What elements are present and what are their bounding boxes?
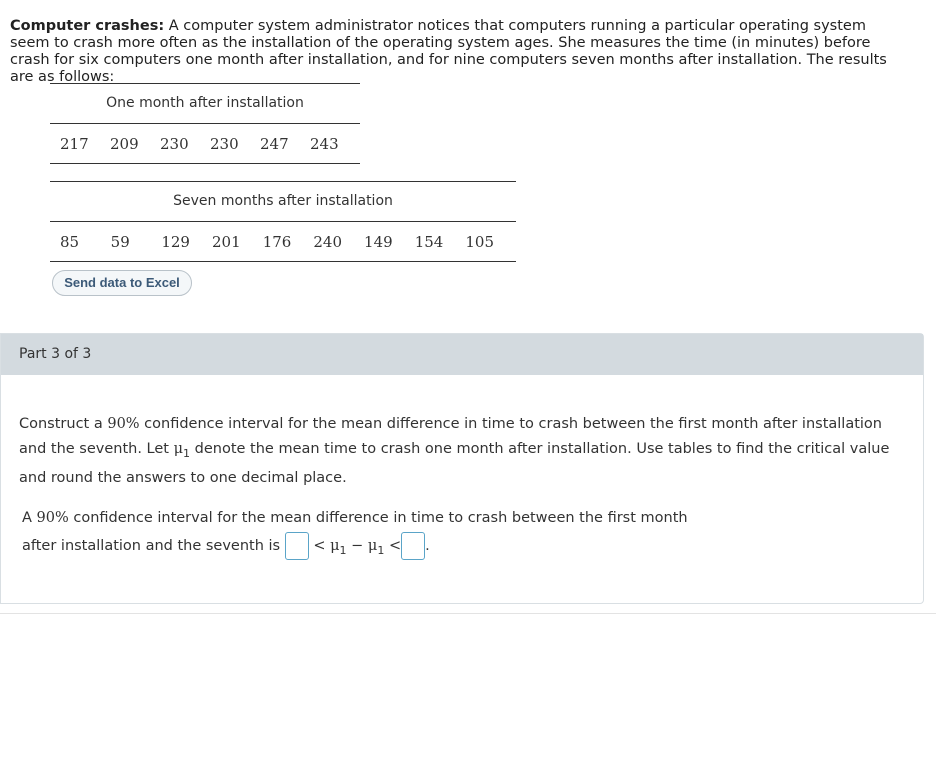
table-cell: 85 bbox=[60, 232, 80, 251]
prompt-text: confidence interval for the mean difference in time to crash between the first month after installation and the seventh. Let bbox=[19, 416, 882, 457]
answer-text: confidence interval for the mean difference in time to crash between the first month bbox=[68, 510, 688, 526]
part-label: Part 3 of 3 bbox=[1, 334, 923, 375]
answer-text: after installation and the seventh is bbox=[22, 538, 281, 554]
table-cell: 201 bbox=[212, 232, 241, 251]
prompt-text: Construct a bbox=[19, 416, 108, 432]
table-cell: 176 bbox=[262, 232, 292, 251]
table-cell: 105 bbox=[465, 232, 495, 251]
confidence-level: 90% bbox=[107, 416, 140, 432]
mu-symbol: μ bbox=[173, 441, 184, 457]
table-cell: 209 bbox=[110, 134, 139, 153]
confidence-level: 90% bbox=[36, 510, 69, 526]
answer-statement bbox=[22, 504, 688, 565]
table-cell: 230 bbox=[160, 134, 189, 153]
mu-subscript: 1 bbox=[377, 543, 385, 557]
table-header: One month after installation bbox=[50, 84, 360, 124]
upper-bound-input[interactable] bbox=[401, 532, 425, 560]
prompt-text: denote the mean time to crash one month after installation. Use tables to find the critical value and round the answers to one decimal place. bbox=[19, 441, 890, 486]
problem-intro bbox=[10, 18, 910, 86]
table-cell: 217 bbox=[60, 134, 89, 153]
mu-subscript: 1 bbox=[183, 446, 191, 460]
divider bbox=[0, 613, 936, 614]
problem-text: A computer system administrator notices that computers running a particular operating system seem to crash more often as the installation of the operating system ages. She measures the time (in minutes) before crash for six computers one month after installation, and for nine computers seven months after installation. The results are as follows: bbox=[10, 18, 887, 85]
table-header: Seven months after installation bbox=[50, 182, 516, 222]
less-than-symbol: < bbox=[313, 538, 326, 554]
table-cell: 240 bbox=[313, 232, 342, 251]
question-prompt bbox=[19, 412, 899, 491]
table-seven-months bbox=[50, 181, 516, 262]
table-cell: 149 bbox=[364, 232, 393, 251]
table-cell: 230 bbox=[210, 134, 239, 153]
table-row bbox=[50, 124, 360, 163]
table-one-month bbox=[50, 83, 360, 164]
mu-subscript: 1 bbox=[339, 543, 347, 557]
minus-symbol: − bbox=[351, 538, 364, 554]
table-cell: 154 bbox=[414, 232, 444, 251]
mu-symbol: μ bbox=[367, 538, 378, 554]
less-than-symbol: < bbox=[388, 538, 402, 554]
period: . bbox=[425, 538, 430, 554]
table-row bbox=[50, 222, 516, 261]
table-cell: 129 bbox=[161, 232, 190, 251]
table-cell: 243 bbox=[310, 134, 339, 153]
answer-text: A bbox=[22, 510, 37, 526]
lower-bound-input[interactable] bbox=[285, 532, 309, 560]
table-cell: 247 bbox=[260, 134, 289, 153]
problem-title: Computer crashes: bbox=[10, 18, 165, 34]
mu-symbol: μ bbox=[330, 538, 340, 554]
send-to-excel-button[interactable]: Send data to Excel bbox=[52, 270, 192, 296]
question-panel bbox=[0, 333, 924, 604]
table-cell: 59 bbox=[110, 232, 130, 251]
